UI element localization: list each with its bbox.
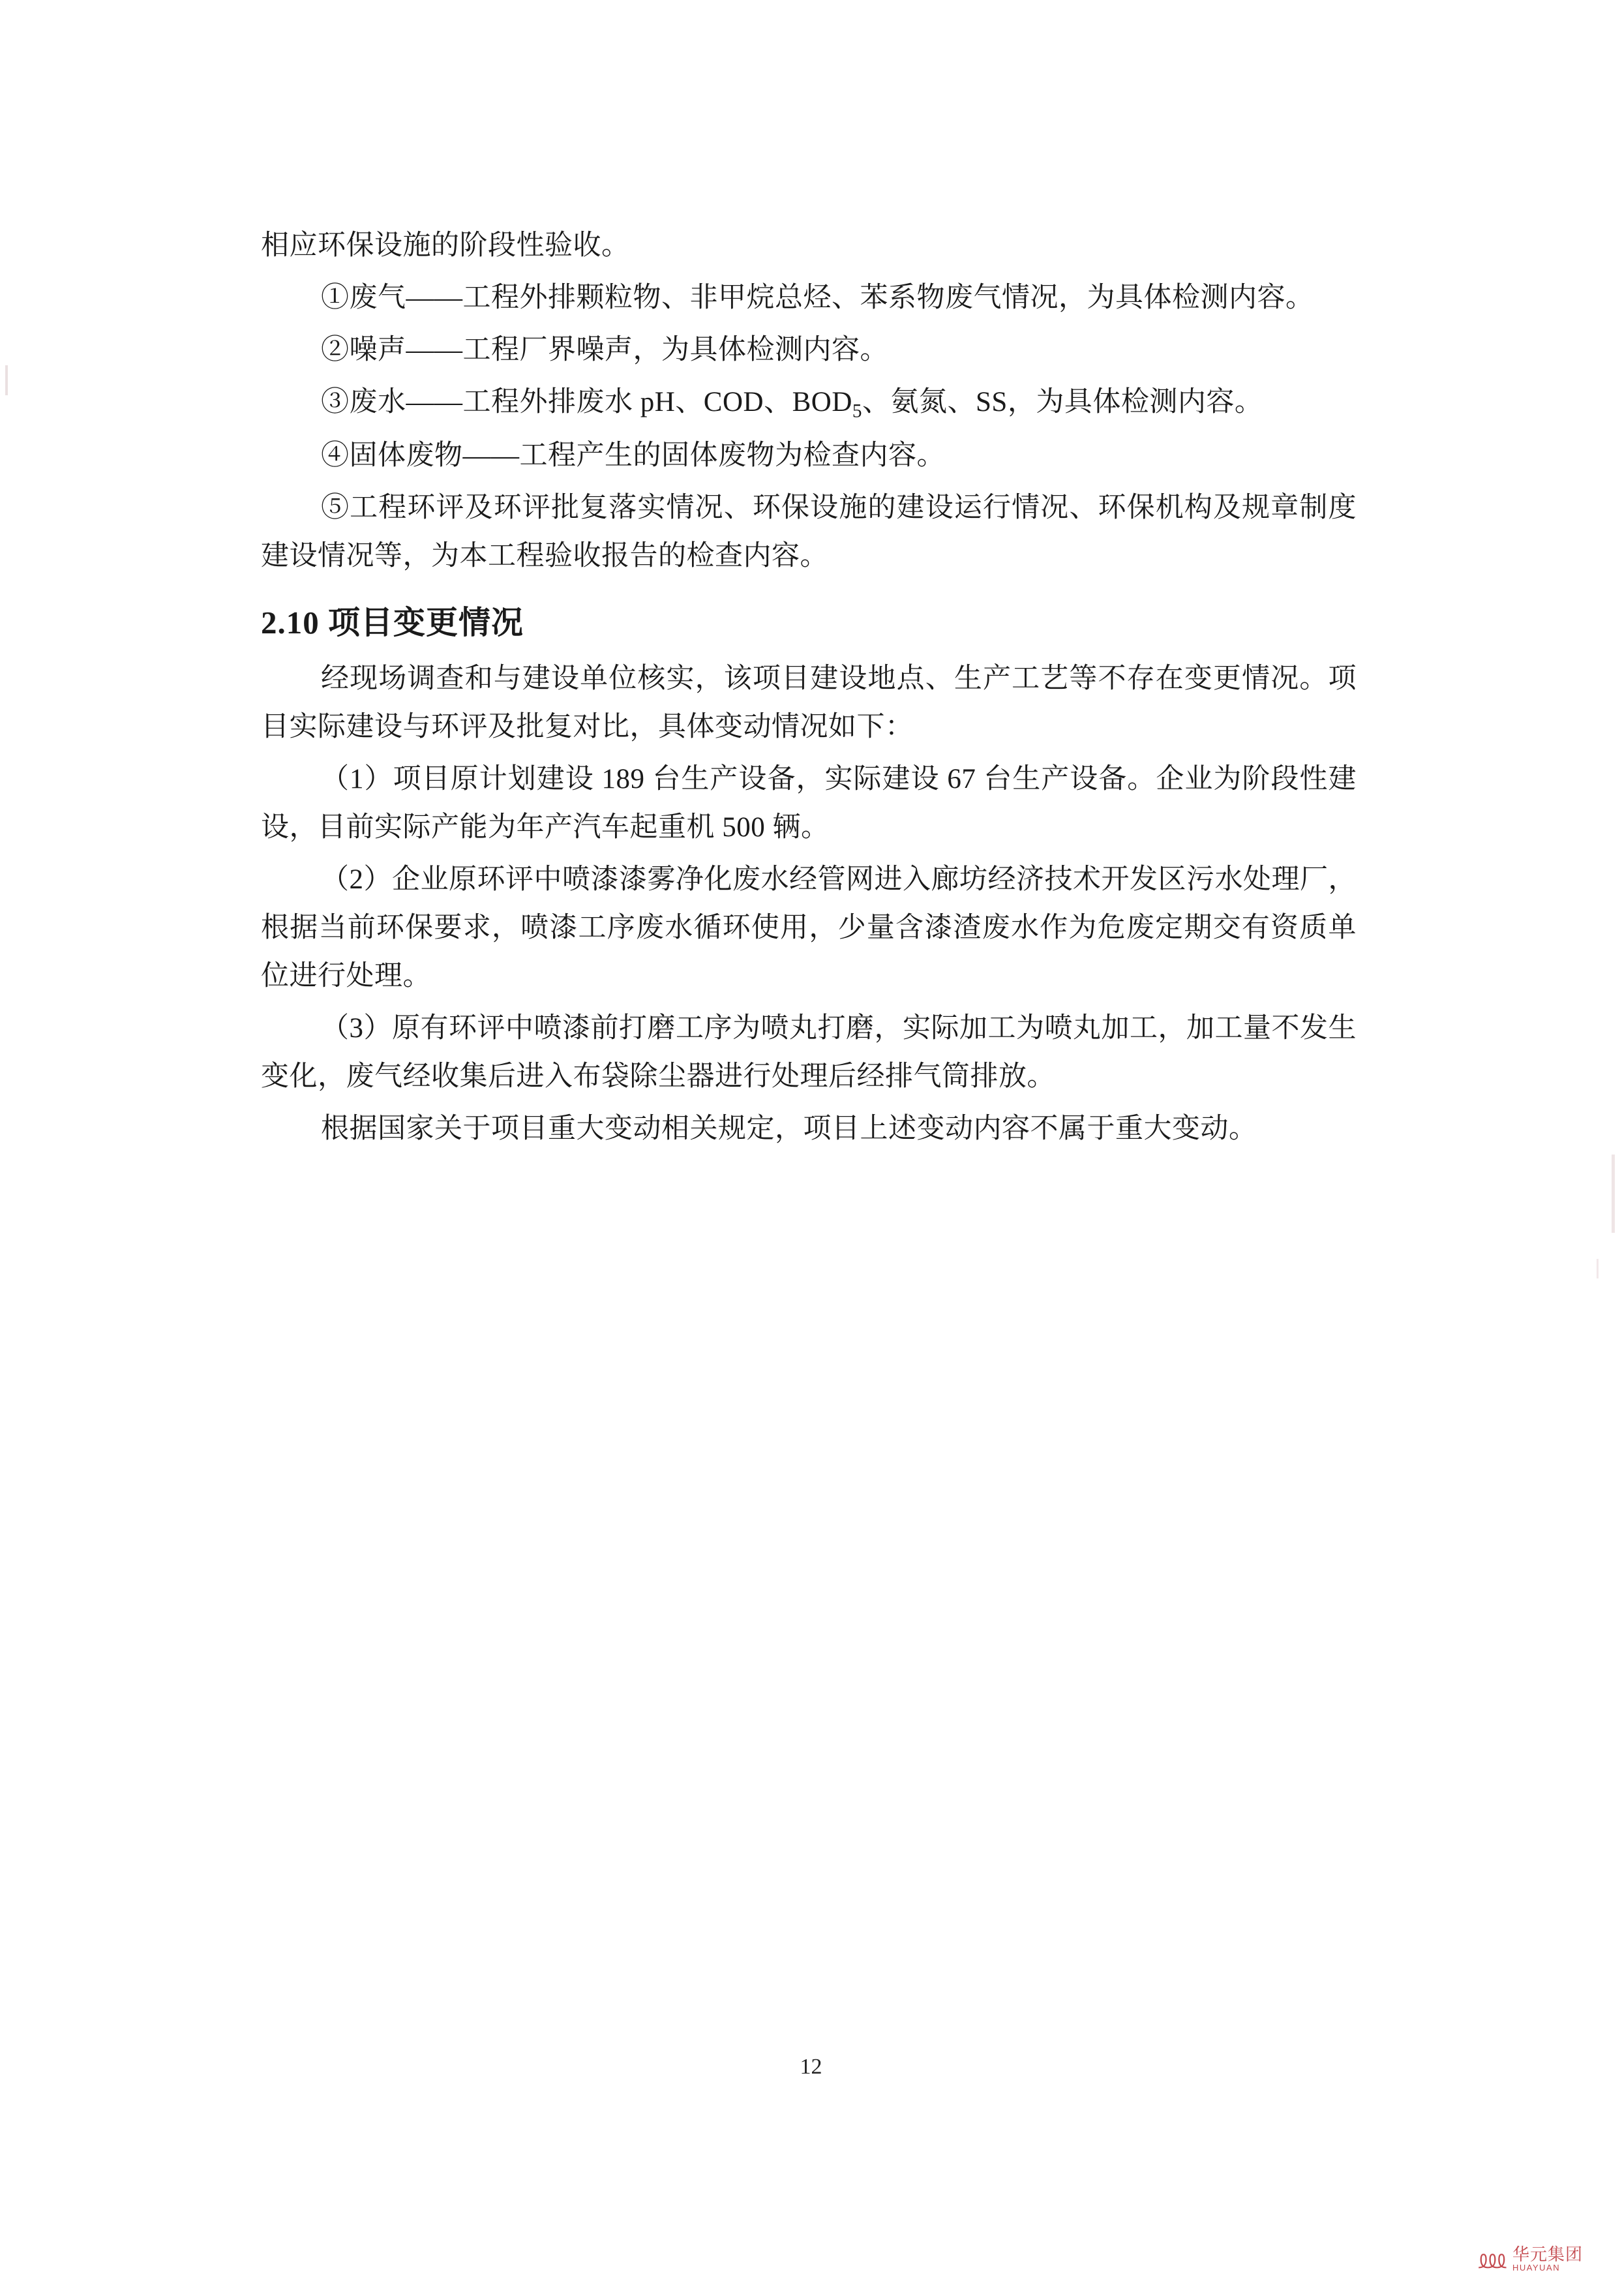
watermark-company-cn: 华元集团 bbox=[1512, 2244, 1583, 2265]
paragraph-item-noise: ②噪声——工程厂界噪声，为具体检测内容。 bbox=[321, 334, 888, 365]
paragraph-change-intro: 经现场调查和与建设单位核实，该项目建设地点、生产工艺等不存在变更情况。项目实际建设与环评及批复对比，具体变动情况如下： bbox=[261, 663, 1357, 742]
page-edge-artifact bbox=[1597, 1259, 1599, 1278]
page-number: 12 bbox=[800, 2055, 822, 2079]
paragraph-item-solid-waste: ④固体废物——工程产生的固体废物为检查内容。 bbox=[321, 440, 945, 471]
watermark-company-en: HUAYUAN bbox=[1512, 2263, 1561, 2273]
watermark-text bbox=[1512, 2246, 1583, 2273]
paragraph-change-1: （1）项目原计划建设 189 台生产设备，实际建设 67 台生产设备。企业为阶段性建设，目前实际产能为年产汽车起重机 500 辆。 bbox=[261, 763, 1357, 843]
page-content bbox=[261, 222, 1357, 1157]
paragraph-change-3: （3）原有环评中喷漆前打磨工序为喷丸打磨，实际加工为喷丸加工，加工量不发生变化，废气经收集后进入布袋除尘器进行处理后经排气筒排放。 bbox=[261, 1012, 1357, 1092]
paragraph-item-waste-gas: ①废气——工程外排颗粒物、非甲烷总烃、苯系物废气情况，为具体检测内容。 bbox=[321, 282, 1314, 313]
paragraph-change-conclusion: 根据国家关于项目重大变动相关规定，项目上述变动内容不属于重大变动。 bbox=[321, 1113, 1257, 1144]
paragraph-item-wastewater: ③废水——工程外排废水 pH、COD、$BOD_5$、氨氮、SS，为具体检测内容。 bbox=[321, 386, 1263, 422]
page-edge-artifact bbox=[5, 365, 8, 395]
company-watermark bbox=[1479, 2246, 1583, 2273]
paragraph-change-2: （2）企业原环评中喷漆漆雾净化废水经管网进入廊坊经济技术开发区污水处理厂，根据当前环保要求，喷漆工序废水循环使用，少量含漆渣废水作为危废定期交有资质单位进行处理。 bbox=[261, 864, 1357, 991]
paragraph-intro: 相应环保设施的阶段性验收。 bbox=[261, 230, 630, 261]
section-heading-2-10: 2.10 项目变更情况 bbox=[261, 604, 524, 641]
page-edge-artifact bbox=[1612, 1155, 1615, 1233]
huayuan-logo-icon: ⅏ bbox=[1479, 2244, 1506, 2274]
paragraph-item-eia-review: ⑤工程环评及环评批复落实情况、环保设施的建设运行情况、环保机构及规章制度建设情况等，为本工程验收报告的检查内容。 bbox=[261, 492, 1357, 571]
